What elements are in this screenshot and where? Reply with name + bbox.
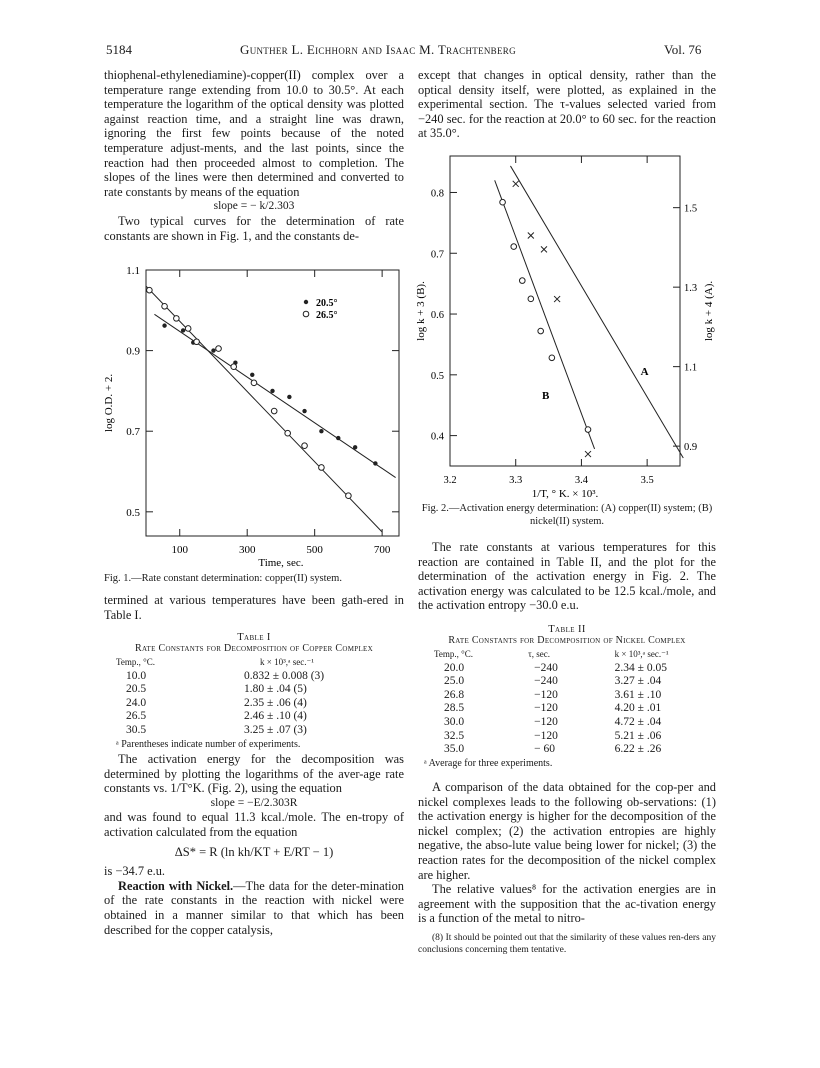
table2-cell: 2.34 ± 0.05 xyxy=(614,661,667,674)
fig2-y2-tick-label: 0.9 xyxy=(684,442,698,454)
table2-cell: 30.0 xyxy=(444,715,465,728)
left-para-7 xyxy=(104,879,404,937)
table2-header-row xyxy=(416,648,718,662)
table1-cell: 3.25 ± .07 (3) xyxy=(244,723,307,736)
section-heading: Reaction with Nickel. xyxy=(118,878,234,893)
fig1-x-tick-label: 500 xyxy=(306,544,323,556)
fig2-y2-tick-label: 1.1 xyxy=(684,362,698,374)
fig1-y-tick-label: 0.5 xyxy=(126,506,140,519)
fig2-caption: Fig. 2.—Activation energy determination: (A) copper(II) system; (B) nickel(II) system. xyxy=(421,503,713,527)
table-row xyxy=(104,670,404,684)
fig2-y-tick-label: 0.8 xyxy=(430,188,444,200)
fig1-x-tick-label: 300 xyxy=(238,544,256,556)
table-row xyxy=(104,724,404,738)
table1-subtitle: Rate Constants for Decomposition of Copper Complex xyxy=(135,643,373,654)
equation-3: ΔS* = R (ln kh/KT + E/RT − 1) xyxy=(174,844,334,859)
table2-cell: 35.0 xyxy=(444,743,465,756)
fig1-caption: Fig. 1.—Rate constant determination: copper(II) system. xyxy=(104,573,342,584)
table2-cell: 28.5 xyxy=(444,702,465,715)
table1-title: Table I xyxy=(237,632,271,643)
table1-cell: 1.80 ± .04 (5) xyxy=(244,683,307,696)
fig2-x-tick-label: 3.2 xyxy=(443,475,457,486)
right-text-bottom xyxy=(418,780,716,956)
table2-header: k × 10³,ᵃ sec.⁻¹ xyxy=(614,649,669,659)
fig1-data-point xyxy=(185,326,191,332)
right-para-2: The rate constants at various temperatures for this reaction are contained in Table II, and the plot for the determination of the activation energy in Fig. 2. The activation energy was calculated to be 12.5 kcal./mole, and the activation entropy −30.0 e.u. xyxy=(418,540,716,613)
fig1-x-tick-label: 700 xyxy=(373,544,391,556)
equation-1: slope = − k/2.303 xyxy=(213,200,295,213)
table2-cell: − 60 xyxy=(534,743,556,756)
fig2-data-point xyxy=(519,278,525,284)
fig2-data-point xyxy=(549,355,555,361)
table1-cell: 2.35 ± .06 (4) xyxy=(244,696,307,709)
fig1-legend-marker xyxy=(303,311,309,317)
table1-cell: 2.46 ± .10 (4) xyxy=(244,710,307,723)
fig1-data-point xyxy=(373,461,377,465)
fig2-x-axis-label: 1/T, ° K. × 10³. xyxy=(531,488,599,500)
fig1-y-tick-label: 0.7 xyxy=(126,426,140,439)
fig2-fit-line xyxy=(495,180,595,449)
table1-grid xyxy=(104,656,404,738)
fig1-data-point xyxy=(211,348,215,352)
table2-cell: −240 xyxy=(534,675,558,688)
fig1-data-point xyxy=(194,339,200,345)
equation-2: slope = −E/2.303R xyxy=(210,796,298,809)
table-row xyxy=(416,716,718,730)
table1-cell: 26.5 xyxy=(126,710,147,723)
fig2-data-point xyxy=(528,296,534,302)
fig2-data-point xyxy=(500,199,506,205)
table1-cell: 10.0 xyxy=(126,669,147,682)
fig1-legend-marker xyxy=(304,300,308,304)
fig2-y-tick-label: 0.6 xyxy=(430,310,444,322)
table2-cell: 25.0 xyxy=(444,675,465,688)
fig2-series-label: B xyxy=(542,390,550,403)
fig1-data-point xyxy=(287,395,291,399)
fig1-data-point xyxy=(231,364,237,370)
left-para-4: The activation energy for the decomposition was determined by plotting the logarithms of the aver-age rate constants vs. 1/T°K. (Fig. 2), using the equation xyxy=(104,752,404,796)
table2-footnote: ᵃ Average for three experiments. xyxy=(424,757,553,769)
fig2-data-point xyxy=(585,427,591,433)
fig1-chart xyxy=(84,260,414,580)
table2-cell: 20.0 xyxy=(444,661,465,674)
left-text-top xyxy=(104,68,404,243)
fig1-frame xyxy=(146,270,399,536)
fig2-y-tick-label: 0.5 xyxy=(430,370,444,382)
table2-grid xyxy=(416,648,718,757)
fig1-data-point xyxy=(336,436,340,440)
fig1-fit-line xyxy=(154,314,395,477)
table2-cell: −120 xyxy=(534,688,558,701)
fig1-x-axis-label: Time, sec. xyxy=(258,557,304,569)
left-para-3: termined at various temperatures have been gath-ered in Table I. xyxy=(104,593,404,622)
table2-cell: 3.61 ± .10 xyxy=(614,688,662,701)
left-para-2: Two typical curves for the determination of rate constants are shown in Fig. 1, and the constants de- xyxy=(104,213,404,243)
fig1-data-point xyxy=(147,287,153,293)
footnote-8: (8) It should be pointed out that the similarity of these values ren-ders any conclusions concerning them tentative. xyxy=(418,932,716,955)
fig1-data-point xyxy=(353,445,357,449)
figure-2 xyxy=(402,150,732,505)
figure-1 xyxy=(84,260,414,580)
fig2-x-tick-label: 3.5 xyxy=(640,475,654,486)
table-row xyxy=(104,697,404,711)
left-text-bottom xyxy=(104,752,404,937)
table-row xyxy=(104,710,404,724)
table2-cell: −120 xyxy=(534,729,558,742)
fig1-data-point xyxy=(302,443,308,449)
table1-header: k × 10³,ᵃ sec.⁻¹ xyxy=(260,657,314,667)
table1-cell: 20.5 xyxy=(126,683,147,696)
table2-header: τ, sec. xyxy=(528,649,551,659)
table2-cell: 3.27 ± .04 xyxy=(614,675,662,688)
table-row xyxy=(104,683,404,697)
fig1-data-point xyxy=(216,346,222,352)
fig2-y2-tick-label: 1.5 xyxy=(684,203,698,215)
running-head: Gunther L. Eichhorn and Isaac M. Trachtenberg xyxy=(240,42,516,57)
table1-cell: 30.5 xyxy=(126,723,147,736)
table2-cell: 26.8 xyxy=(444,688,465,701)
fig1-x-tick-label: 100 xyxy=(171,544,188,556)
fig1-data-point xyxy=(285,430,291,436)
fig2-frame xyxy=(450,156,680,466)
fig2-y2-axis-label: log k + 4 (A). xyxy=(703,280,715,342)
fig2-data-point xyxy=(538,328,544,334)
fig2-y-tick-label: 0.4 xyxy=(430,431,444,443)
table2-cell: 6.22 ± .26 xyxy=(614,743,662,756)
table1-cell: 0.832 ± 0.008 (3) xyxy=(244,669,325,682)
table-row xyxy=(416,689,718,703)
left-para-7-text: —The data for the deter-mination of the rate constants in the reaction with nickel were obtained in a manner similar to that which has been described for the copper catalysis, xyxy=(104,878,404,937)
fig1-y-axis-label: log O.D. + 2. xyxy=(103,373,115,433)
fig2-x-tick-label: 3.3 xyxy=(509,475,523,486)
table2-cell: 5.21 ± .06 xyxy=(614,729,662,742)
fig2-fit-line xyxy=(510,166,683,458)
fig1-data-point xyxy=(181,328,185,332)
table-1 xyxy=(104,632,404,750)
fig1-data-point xyxy=(319,429,323,433)
fig1-data-point xyxy=(346,493,352,499)
fig2-y-axis-label: log k + 3 (B). xyxy=(415,281,427,341)
left-text-mid xyxy=(104,593,404,622)
table2-cell: 32.5 xyxy=(444,729,465,742)
page-number: 5184 xyxy=(106,42,132,57)
table-row xyxy=(416,675,718,689)
table2-title: Table II xyxy=(548,624,586,635)
right-text-top xyxy=(418,68,716,141)
fig1-data-point xyxy=(271,408,277,414)
left-para-5: and was found to equal 11.3 kcal./mole. The en-tropy of activation calculated from the equation xyxy=(104,810,404,839)
table-row xyxy=(416,743,718,757)
fig1-data-point xyxy=(251,380,257,386)
fig2-y2-tick-label: 1.3 xyxy=(684,283,698,295)
fig2-data-point xyxy=(511,244,517,250)
table-row xyxy=(416,730,718,744)
table2-subtitle: Rate Constants for Decomposition of Nickel Complex xyxy=(448,635,686,646)
table2-cell: 4.20 ± .01 xyxy=(614,702,662,715)
table2-cell: −240 xyxy=(534,661,558,674)
fig1-y-tick-label: 1.1 xyxy=(126,265,140,277)
left-para-1: thiophenal-ethylenediamine)-copper(II) complex over a temperature range extending from 10.0 to 30.5°. At each temperature the logarithm of the optical density was plotted against reaction time, and a straight line was drawn, ignoring the first few points because of the noted temperature adjust-ments, and the last points, since the reaction had then proceeded almost to completion. The slopes of the lines were then determined and converted to rate constants by means of the equation xyxy=(104,68,404,199)
table2-cell: 4.72 ± .04 xyxy=(614,715,662,728)
left-para-6: is −34.7 e.u. xyxy=(104,864,166,879)
table-row xyxy=(416,662,718,676)
table-row xyxy=(416,702,718,716)
table1-footnote: ᵃ Parentheses indicate number of experiments. xyxy=(116,738,301,750)
fig1-data-point xyxy=(250,373,254,377)
table2-header: Temp., °C. xyxy=(434,649,473,659)
right-text-mid xyxy=(418,540,716,613)
fig1-data-point xyxy=(302,409,306,413)
table2-cell: −120 xyxy=(534,715,558,728)
fig2-x-tick-label: 3.4 xyxy=(574,475,588,486)
table1-header-row xyxy=(104,656,404,670)
fig1-data-point xyxy=(174,316,180,322)
fig1-data-point xyxy=(162,303,168,309)
right-para-4: The relative values⁸ for the activation energies are in agreement with the supposition that the ac-tivation energy is a function of the metal to nitro- xyxy=(418,882,716,926)
fig2-series-label: A xyxy=(640,365,649,378)
fig1-data-point xyxy=(319,465,325,471)
fig1-data-point xyxy=(270,389,274,393)
fig1-data-point xyxy=(162,323,166,327)
right-para-1: except that changes in optical density, rather than the optical density itself, were plotted, as explained in the experimental section. The τ-values selected varied from −240 sec. for the reaction at 20.0° to 60 sec. for the reaction at 35.0°. xyxy=(418,68,716,141)
table1-header: Temp., °C. xyxy=(116,657,155,667)
fig2-chart xyxy=(402,150,732,505)
fig1-legend-label: 26.5° xyxy=(316,310,338,321)
fig1-legend-label: 20.5° xyxy=(316,298,338,309)
table1-cell: 24.0 xyxy=(126,696,147,709)
fig1-y-tick-label: 0.9 xyxy=(126,345,140,358)
right-para-3: A comparison of the data obtained for the cop-per and nickel complexes leads to the following ob-servations: (1) the activation energy is higher for the decomposition of the nickel complex; (2) the activation entropies are highly negative, the abso-lute value being lower for nickel; (3) the reaction rates for the decomposition of the nickel complex are higher. xyxy=(418,780,716,882)
table2-cell: −120 xyxy=(534,702,558,715)
fig2-y-tick-label: 0.7 xyxy=(430,249,444,261)
volume-number: Vol. 76 xyxy=(664,42,702,57)
table-2 xyxy=(416,624,718,769)
